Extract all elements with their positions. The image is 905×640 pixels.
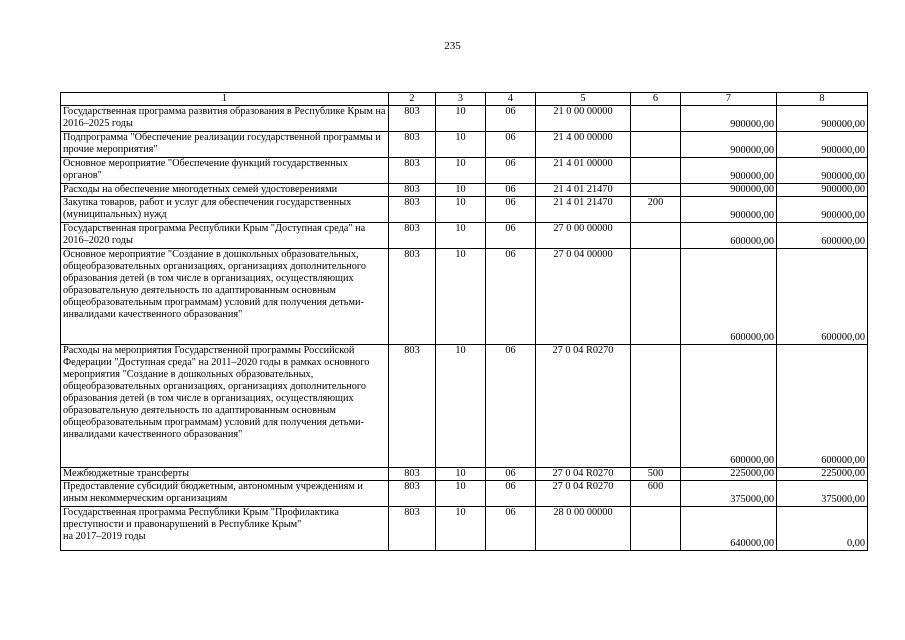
amount-year1-cell: 900000,00: [681, 132, 777, 158]
row-name-cell: Межбюджетные трансферты: [61, 468, 389, 481]
row-name-cell: Расходы на обеспечение многодетных семей удостоверениями: [61, 184, 389, 197]
amount-year2-cell: 0,00: [777, 507, 868, 551]
ministry-code-cell: 803: [389, 106, 436, 132]
column-header: 5: [536, 93, 631, 106]
row-name-cell: Основное мероприятие "Обеспечение функций государственных органов": [61, 158, 389, 184]
table-row: [61, 132, 868, 158]
expense-type-cell: [631, 132, 681, 158]
section-code-cell: 10: [436, 132, 486, 158]
section-code-cell: 10: [436, 249, 486, 345]
table-row: [61, 106, 868, 132]
target-article-cell: 21 4 00 00000: [536, 132, 631, 158]
column-header: 6: [631, 93, 681, 106]
section-code-cell: 10: [436, 106, 486, 132]
amount-year1-cell: 600000,00: [681, 223, 777, 249]
row-name-cell: Закупка товаров, работ и услуг для обеспечения государственных (муниципальных) нужд: [61, 197, 389, 223]
column-header: 3: [436, 93, 486, 106]
ministry-code-cell: 803: [389, 249, 436, 345]
target-article-cell: 28 0 00 00000: [536, 507, 631, 551]
amount-year1-cell: 900000,00: [681, 184, 777, 197]
amount-year2-cell: 600000,00: [777, 223, 868, 249]
column-header: 7: [681, 93, 777, 106]
amount-year1-cell: 375000,00: [681, 481, 777, 507]
subsection-code-cell: 06: [486, 481, 536, 507]
column-header: 1: [61, 93, 389, 106]
ministry-code-cell: 803: [389, 223, 436, 249]
subsection-code-cell: 06: [486, 184, 536, 197]
section-code-cell: 10: [436, 481, 486, 507]
page-number: 235: [444, 40, 461, 52]
table-row: [61, 223, 868, 249]
table-row: [61, 249, 868, 345]
subsection-code-cell: 06: [486, 132, 536, 158]
amount-year1-cell: 900000,00: [681, 158, 777, 184]
target-article-cell: 21 4 01 00000: [536, 158, 631, 184]
amount-year1-cell: 600000,00: [681, 249, 777, 345]
expense-type-cell: [631, 507, 681, 551]
table-header-row: [61, 93, 868, 106]
expense-type-cell: [631, 184, 681, 197]
row-name-cell: Государственная программа Республики Крым "Профилактика преступности и правонарушений в Республике Крым" на 2017–2019 годы: [61, 507, 389, 551]
target-article-cell: 27 0 00 00000: [536, 223, 631, 249]
section-code-cell: 10: [436, 197, 486, 223]
table-row: [61, 345, 868, 468]
ministry-code-cell: 803: [389, 184, 436, 197]
amount-year1-cell: 600000,00: [681, 345, 777, 468]
column-header: 8: [777, 93, 868, 106]
budget-table: [60, 92, 868, 551]
expense-type-cell: [631, 106, 681, 132]
ministry-code-cell: 803: [389, 158, 436, 184]
ministry-code-cell: 803: [389, 132, 436, 158]
expense-type-cell: [631, 345, 681, 468]
amount-year2-cell: 375000,00: [777, 481, 868, 507]
target-article-cell: 27 0 04 R0270: [536, 468, 631, 481]
subsection-code-cell: 06: [486, 345, 536, 468]
table-row: [61, 197, 868, 223]
expense-type-cell: 600: [631, 481, 681, 507]
amount-year2-cell: 600000,00: [777, 249, 868, 345]
subsection-code-cell: 06: [486, 507, 536, 551]
amount-year2-cell: 900000,00: [777, 106, 868, 132]
section-code-cell: 10: [436, 184, 486, 197]
row-name-cell: Предоставление субсидий бюджетным, автономным учреждениям и иным некоммерческим организациям: [61, 481, 389, 507]
amount-year2-cell: 600000,00: [777, 345, 868, 468]
target-article-cell: 27 0 04 00000: [536, 249, 631, 345]
section-code-cell: 10: [436, 507, 486, 551]
ministry-code-cell: 803: [389, 481, 436, 507]
expense-type-cell: [631, 249, 681, 345]
column-header: 4: [486, 93, 536, 106]
amount-year2-cell: 225000,00: [777, 468, 868, 481]
row-name-cell: Расходы на мероприятия Государственной программы Российской Федерации "Доступная среда" на 2011–2020 годы в рамках основного мероприятия "Создание в дошкольных образовательных, общеобразовательных организациях, организациях дополнительного образования детей (в том числе в организациях, осуществляющих образовательную деятельность по адаптированным основным общеобразовательным программам) условий для получения детьми-инвалидами качественного образования": [61, 345, 389, 468]
table-row: [61, 158, 868, 184]
ministry-code-cell: 803: [389, 507, 436, 551]
subsection-code-cell: 06: [486, 197, 536, 223]
amount-year1-cell: 225000,00: [681, 468, 777, 481]
amount-year2-cell: 900000,00: [777, 158, 868, 184]
amount-year2-cell: 900000,00: [777, 184, 868, 197]
subsection-code-cell: 06: [486, 158, 536, 184]
row-name-cell: Подпрограмма "Обеспечение реализации государственной программы и прочие мероприятия": [61, 132, 389, 158]
amount-year1-cell: 900000,00: [681, 197, 777, 223]
subsection-code-cell: 06: [486, 223, 536, 249]
expense-type-cell: [631, 158, 681, 184]
ministry-code-cell: 803: [389, 345, 436, 468]
table-row: [61, 481, 868, 507]
target-article-cell: 21 4 01 21470: [536, 197, 631, 223]
target-article-cell: 27 0 04 R0270: [536, 345, 631, 468]
expense-type-cell: 200: [631, 197, 681, 223]
subsection-code-cell: 06: [486, 249, 536, 345]
row-name-cell: Основное мероприятие "Создание в дошкольных образовательных, общеобразовательных организациях, организациях дополнительного образования детей (в том числе в организациях, осуществляющих образовательную деятельность по адаптированным основным общеобразовательным программам) условий для получения детьми-инвалидами качественного образования": [61, 249, 389, 345]
subsection-code-cell: 06: [486, 468, 536, 481]
amount-year2-cell: 900000,00: [777, 132, 868, 158]
target-article-cell: 21 0 00 00000: [536, 106, 631, 132]
section-code-cell: 10: [436, 158, 486, 184]
expense-type-cell: 500: [631, 468, 681, 481]
ministry-code-cell: 803: [389, 197, 436, 223]
amount-year1-cell: 900000,00: [681, 106, 777, 132]
section-code-cell: 10: [436, 345, 486, 468]
table-row: [61, 184, 868, 197]
table-row: [61, 468, 868, 481]
table-row: [61, 507, 868, 551]
amount-year1-cell: 640000,00: [681, 507, 777, 551]
ministry-code-cell: 803: [389, 468, 436, 481]
amount-year2-cell: 900000,00: [777, 197, 868, 223]
section-code-cell: 10: [436, 223, 486, 249]
subsection-code-cell: 06: [486, 106, 536, 132]
row-name-cell: Государственная программа Республики Крым "Доступная среда" на 2016–2020 годы: [61, 223, 389, 249]
expense-type-cell: [631, 223, 681, 249]
section-code-cell: 10: [436, 468, 486, 481]
target-article-cell: 21 4 01 21470: [536, 184, 631, 197]
row-name-cell: Государственная программа развития образования в Республике Крым на 2016–2025 годы: [61, 106, 389, 132]
column-header: 2: [389, 93, 436, 106]
target-article-cell: 27 0 04 R0270: [536, 481, 631, 507]
